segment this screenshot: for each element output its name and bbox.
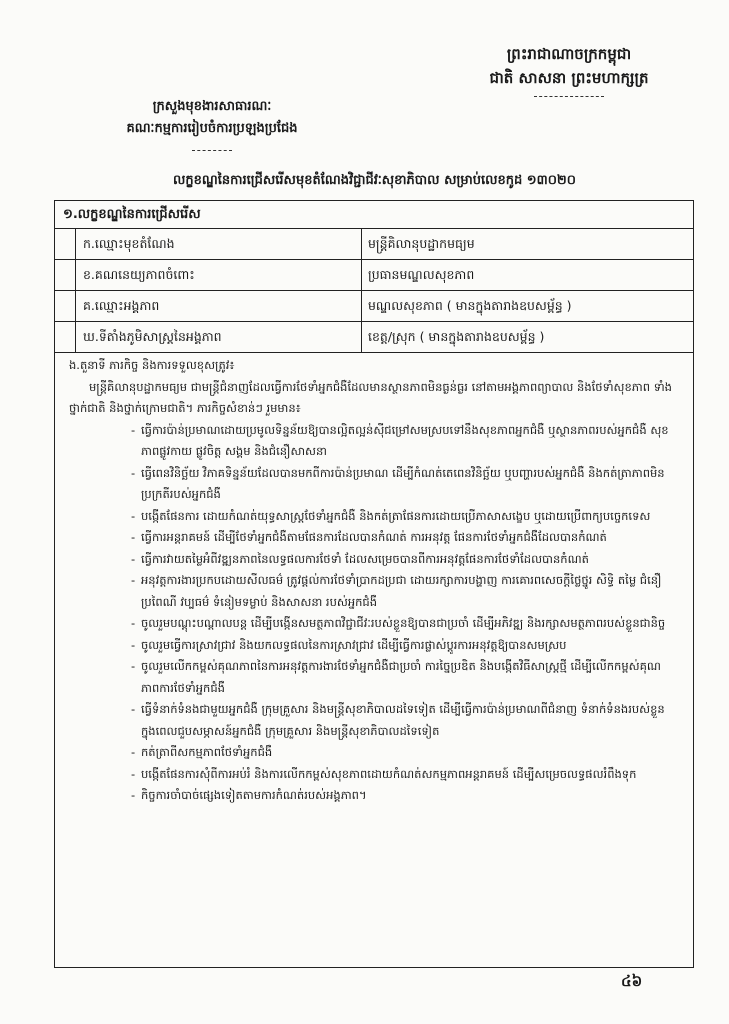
- row-value: មន្ត្រីគិលានុបដ្ឋាកមធ្យម: [368, 236, 475, 251]
- page-number: ៤៦: [621, 972, 643, 990]
- kingdom-name: ព្រះរាជាណាចក្រកម្ពុជា: [506, 45, 632, 63]
- row-label: គ.ឈ្មោះអង្គភាព: [83, 298, 160, 313]
- duty-item: - ធ្វើទំនាក់ទំនងជាមួយអ្នកជំងឺ ក្រុមគ្រួសារ និងមន្ត្រីសុខាភិបាលដទៃទៀត ដើម្បីធ្វើការប៉ាន់ប្រមាណពីជំនាញ ទំនាក់ទំនងរបស់ខ្លួនក្នុងពេលជួបសម្ភាសន៍អ្នកជំងឺ ក្រុមគ្រួសារ និងមន្ត្រីសុខាភិបាលដទៃទៀត: [141, 699, 679, 742]
- national-motto: ជាតិ សាសនា ព្រះមហាក្សត្រ: [489, 69, 649, 87]
- section-title: ១.លក្ខខណ្ឌនៃការជ្រើសរើស: [55, 201, 693, 229]
- duty-item: - ធ្វើការអន្តរាគមន៍ ដើម្បីថែទាំអ្នកជំងឺតាមផែនការដែលបានកំណត់ ការអនុវត្ត ផែនការថែទាំអ្នកជំងឺដែលបានកំណត់: [141, 527, 679, 549]
- column-divider: [361, 229, 362, 259]
- duties-intro: មន្ត្រីគិលានុបដ្ឋាកមធ្យម ជាមន្ត្រីជំនាញដែលធ្វើការថែទាំអ្នកជំងឺដែលមានស្ថានភាពមិនធ្ងន់ធ្ងរ នៅតាមអង្គភាពព្យាបាល និងថែទាំសុខភាព ទាំងថ្នាក់ជាតិ និងថ្នាក់ក្រោមជាតិ។ ភារកិច្ចសំខាន់ៗ រួមមាន៖: [69, 379, 672, 415]
- duty-item: - កិច្ចការចាំបាច់ផ្សេងទៀតតាមការកំណត់របស់អង្គភាព។: [141, 785, 679, 807]
- table-row: [55, 229, 693, 260]
- duty-item: - ធ្វើការប៉ាន់ប្រមាណដោយប្រមូលទិន្នន័យឱ្យបានល្អិតល្អន់ស៊ីជម្រៅសមស្របទៅនឹងសុខភាពអ្នកជំងឺ ឬស្ថានភាពរបស់អ្នកជំងឺ សុខភាពផ្លូវកាយ ផ្លូវចិត្ត សង្គម និងជំនឿសាសនា: [141, 420, 679, 463]
- document-title: លក្ខខណ្ឌនៃការជ្រើសរើសមុខតំណែងវិជ្ជាជីវៈសុខាភិបាល សម្រាប់លេខកូដ ១៣០២០: [173, 173, 576, 188]
- row-value: ប្រធានមណ្ឌលសុខភាព: [368, 267, 475, 282]
- ornament-divider: [534, 96, 604, 100]
- kingdom-header: [449, 42, 689, 100]
- duty-item: - ចូលរួមលើកកម្ពស់គុណភាពនៃការអនុវត្តការងារថែទាំអ្នកជំងឺជាប្រចាំ ការច្នៃប្រឌិត និងបង្កើតវិធីសាស្ត្រថ្មី ដើម្បីលើកកម្ពស់គុណភាពការថែទាំអ្នកជំងឺ: [141, 656, 679, 699]
- duty-item: - បង្កើតផែនការ ដោយកំណត់យុទ្ធសាស្ត្រថែទាំអ្នកជំងឺ និងកត់ត្រាផែនការដោយប្រើភាសាសង្ខេប ឬដោយប្រើពាក្យបច្ចេកទេស: [141, 506, 679, 528]
- row-value: មណ្ឌលសុខភាព ( មានក្នុងតារាងឧបសម្ព័ន្ធ ): [368, 298, 572, 313]
- row-label: ក.ឈ្មោះមុខតំណែង: [83, 236, 175, 251]
- committee-name: គណៈកម្មការរៀបចំការប្រឡងប្រជែង: [126, 121, 298, 136]
- column-divider: [361, 291, 362, 321]
- duties-section: [55, 353, 693, 807]
- table-row: [55, 291, 693, 322]
- table-row: [55, 260, 693, 291]
- conditions-table: [54, 200, 694, 968]
- table-row: [55, 322, 693, 353]
- column-divider: [361, 260, 362, 290]
- duty-item: - ធ្វើពេនវិនិច្ឆ័យ វិភាគទិន្នន័យដែលបានមកពីការប៉ាន់ប្រមាណ ដើម្បីកំណត់តេពេនវិនិច្ឆ័យ ឬបញ្ហារបស់អ្នកជំងឺ និងកត់ត្រាភាពមិនប្រក្រតីរបស់អ្នកជំងឺ: [141, 463, 679, 506]
- duties-list: [65, 420, 679, 807]
- row-label: ឃ.ទីតាំងភូមិសាស្ត្រនៃអង្គភាព: [83, 329, 222, 344]
- row-value: ខេត្ត/ស្រុក ( មានក្នុងតារាងឧបសម្ព័ន្ធ ): [368, 329, 545, 344]
- duty-item: - ចូលរួមបណ្តុះបណ្តាលបន្ត ដើម្បីបង្កើនសមត្ថភាពវិជ្ជាជីវៈរបស់ខ្លួនឱ្យបានជាប្រចាំ ដើម្បីអភិវឌ្ឍ និងរក្សាសមត្ថភាពរបស់ខ្លួនជានិច្ច: [141, 613, 679, 635]
- duty-item: - កត់ត្រាពីសកម្មភាពថែទាំអ្នកជំងឺ: [141, 742, 679, 764]
- ministry-name: ក្រសួងមុខងារសាធារណៈ: [152, 99, 272, 114]
- duty-item: - អនុវត្តការងារប្រកបដោយសីលធម៌ ត្រូវផ្ដល់ការថែទាំប្រាកដប្រជា ដោយរក្សាការបង្ហាញ ការគោរពសេចក្ដីថ្លៃថ្នូរ សិទ្ធិ តម្លៃ ជំនឿ ប្រពៃណី វប្បធម៌ ទំនៀមទម្លាប់ និងសាសនា របស់អ្នកជំងឺ: [141, 570, 679, 613]
- ornament-divider: [192, 150, 232, 151]
- duties-heading: ង.តួនាទី ភារកិច្ច និងការទទួលខុសត្រូវ៖: [69, 358, 235, 372]
- duty-item: - ចូលរួមធ្វើការស្រាវជ្រាវ និងយកលទ្ធផលនៃការស្រាវជ្រាវ ដើម្បីធ្វើការផ្លាស់ប្ដូរការអនុវត្តឱ្យបានសមស្រប: [141, 635, 679, 657]
- ministry-header: [82, 96, 342, 151]
- duty-item: - បង្កើតផែនការសុំពីការអប់រំ និងការលើកកម្ពស់សុខភាពដោយកំណត់សកម្មភាពអន្តរាគមន៍ ដើម្បីសម្រេចលទ្ធផលរំពឹងទុក: [141, 764, 679, 786]
- duty-item: - ធ្វើការវាយតម្លៃអំពីវឌ្ឍនភាពនៃលទ្ធផលការថែទាំ ដែលសម្រេចបានពីការអនុវត្តផែនការថែទាំដែលបានកំណត់: [141, 549, 679, 571]
- row-label: ខ.គណនេយ្យភាពចំពោះ: [83, 267, 195, 282]
- column-divider: [361, 322, 362, 352]
